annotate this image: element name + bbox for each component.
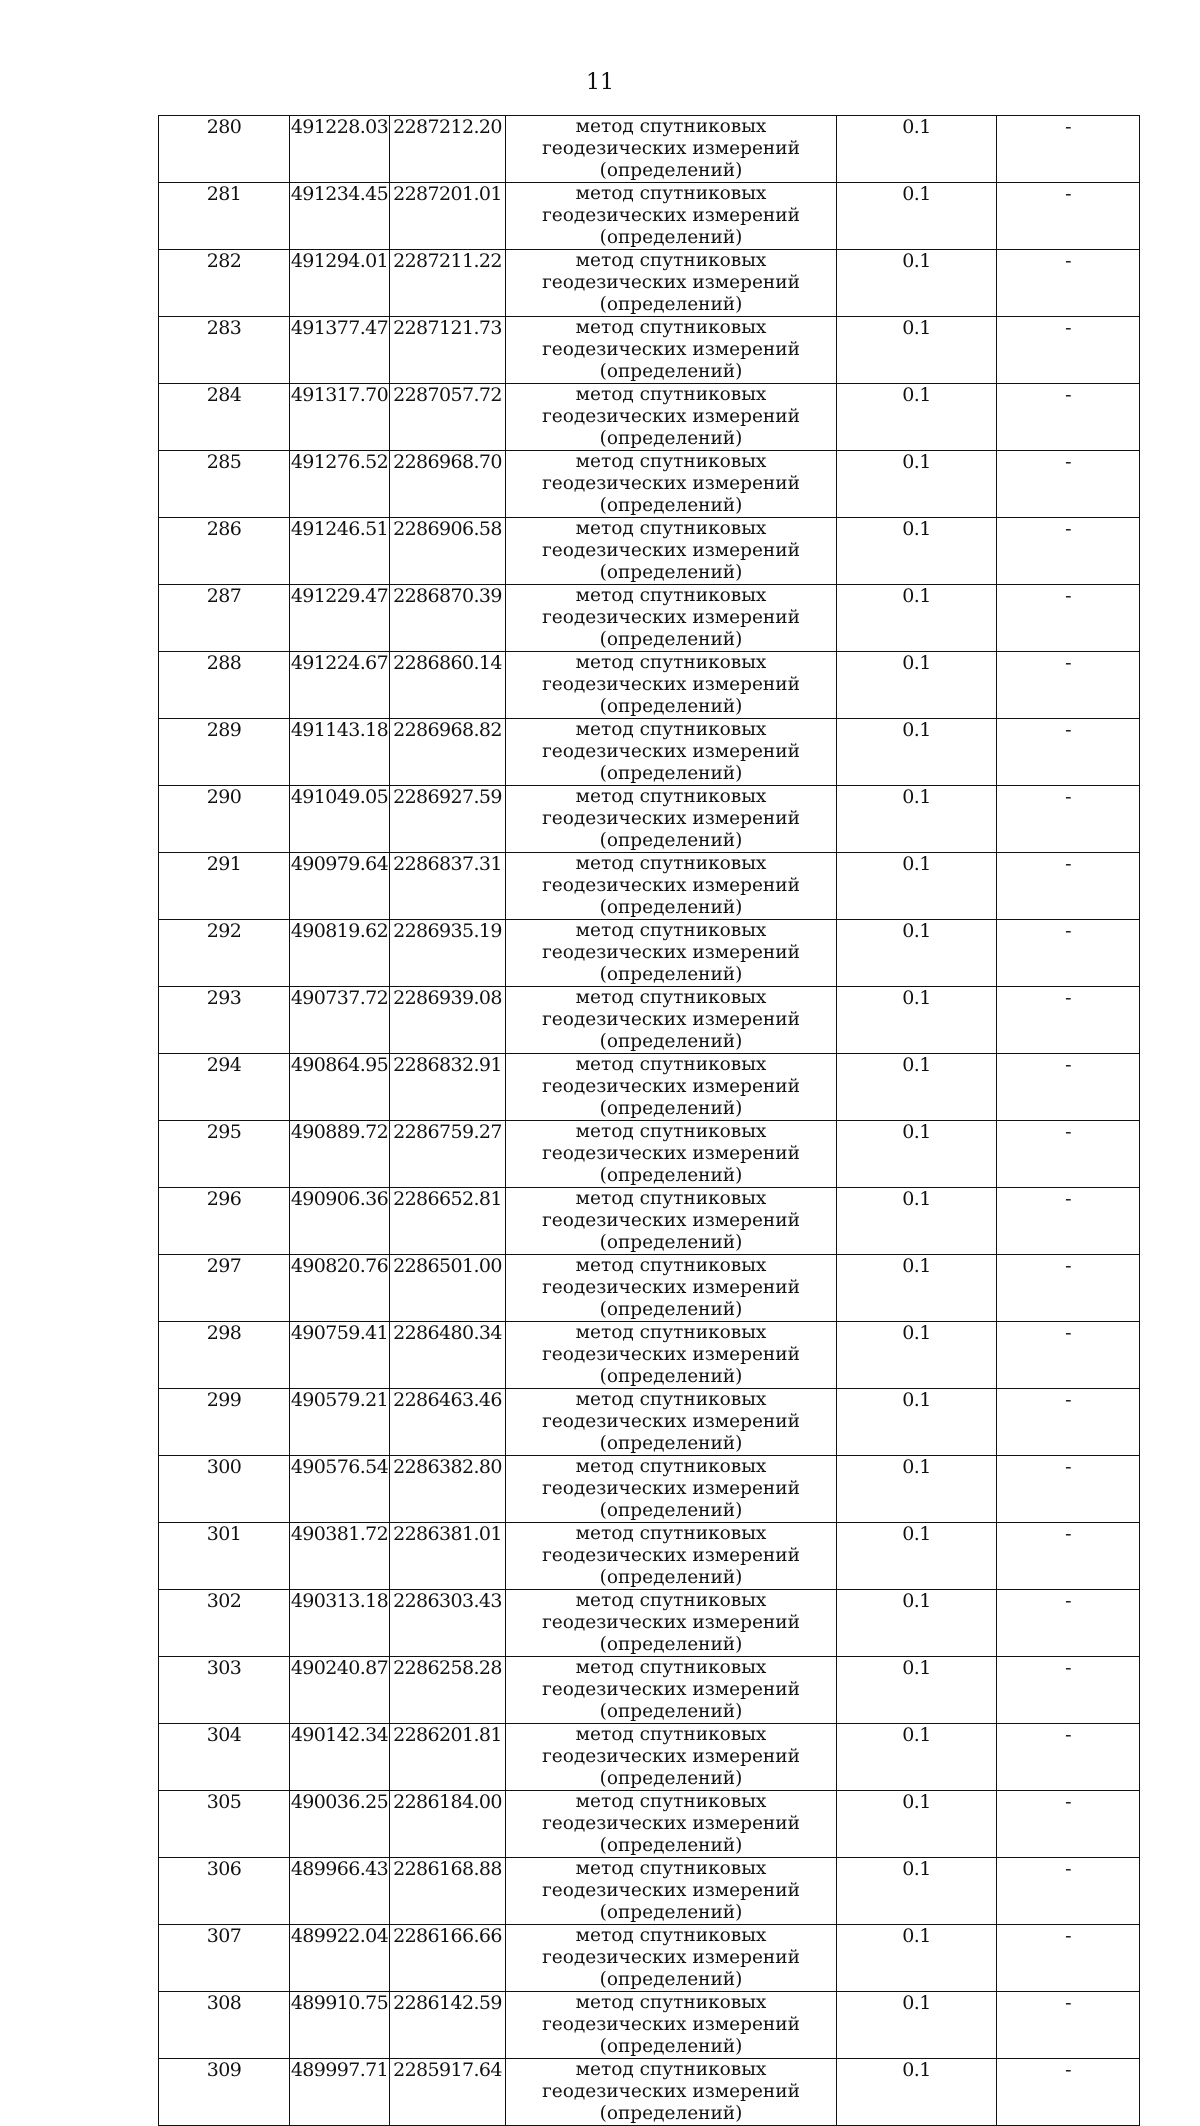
point-number-cell: 280 [159,116,290,183]
point-number-cell: 285 [159,451,290,518]
description-cell: - [997,853,1140,920]
point-number-cell: 293 [159,987,290,1054]
x-coordinate-cell: 491246.51 [290,518,390,585]
precision-cell: 0.1 [837,652,997,719]
point-number-cell: 292 [159,920,290,987]
table-row [159,1657,1140,1724]
table-row [159,451,1140,518]
point-number-cell: 307 [159,1925,290,1992]
point-number-cell: 305 [159,1791,290,1858]
x-coordinate-cell: 490864.95 [290,1054,390,1121]
point-number-cell: 294 [159,1054,290,1121]
description-cell: - [997,987,1140,1054]
table-row [159,920,1140,987]
table-row [159,1456,1140,1523]
point-number-cell: 303 [159,1657,290,1724]
description-cell: - [997,1188,1140,1255]
y-coordinate-cell: 2286258.28 [390,1657,506,1724]
method-cell: метод спутниковых геодезических измерений (определений) [506,1791,837,1858]
description-cell: - [997,1590,1140,1657]
x-coordinate-cell: 490737.72 [290,987,390,1054]
precision-cell: 0.1 [837,1724,997,1791]
precision-cell: 0.1 [837,1188,997,1255]
description-cell: - [997,317,1140,384]
y-coordinate-cell: 2285917.64 [390,2059,506,2126]
point-number-cell: 306 [159,1858,290,1925]
point-number-cell: 298 [159,1322,290,1389]
method-cell: метод спутниковых геодезических измерений (определений) [506,1456,837,1523]
description-cell: - [997,652,1140,719]
description-cell: - [997,920,1140,987]
precision-cell: 0.1 [837,1322,997,1389]
method-cell: метод спутниковых геодезических измерений (определений) [506,1523,837,1590]
x-coordinate-cell: 490142.34 [290,1724,390,1791]
method-cell: метод спутниковых геодезических измерений (определений) [506,1657,837,1724]
method-cell: метод спутниковых геодезических измерений (определений) [506,1121,837,1188]
point-number-cell: 286 [159,518,290,585]
y-coordinate-cell: 2286968.82 [390,719,506,786]
point-number-cell: 296 [159,1188,290,1255]
x-coordinate-cell: 489922.04 [290,1925,390,1992]
description-cell: - [997,250,1140,317]
description-cell: - [997,1389,1140,1456]
point-number-cell: 308 [159,1992,290,2059]
x-coordinate-cell: 490979.64 [290,853,390,920]
table-row [159,317,1140,384]
description-cell: - [997,1791,1140,1858]
point-number-cell: 281 [159,183,290,250]
x-coordinate-cell: 489910.75 [290,1992,390,2059]
precision-cell: 0.1 [837,987,997,1054]
table-row [159,384,1140,451]
coordinates-table [158,115,1140,2126]
precision-cell: 0.1 [837,853,997,920]
method-cell: метод спутниковых геодезических измерений (определений) [506,652,837,719]
point-number-cell: 309 [159,2059,290,2126]
description-cell: - [997,2059,1140,2126]
y-coordinate-cell: 2286381.01 [390,1523,506,1590]
x-coordinate-cell: 491294.01 [290,250,390,317]
point-number-cell: 289 [159,719,290,786]
point-number-cell: 284 [159,384,290,451]
x-coordinate-cell: 490759.41 [290,1322,390,1389]
table-row [159,652,1140,719]
y-coordinate-cell: 2286870.39 [390,585,506,652]
description-cell: - [997,1322,1140,1389]
x-coordinate-cell: 490240.87 [290,1657,390,1724]
description-cell: - [997,1858,1140,1925]
table-row [159,1121,1140,1188]
x-coordinate-cell: 490313.18 [290,1590,390,1657]
y-coordinate-cell: 2286184.00 [390,1791,506,1858]
x-coordinate-cell: 491229.47 [290,585,390,652]
point-number-cell: 302 [159,1590,290,1657]
description-cell: - [997,585,1140,652]
precision-cell: 0.1 [837,1389,997,1456]
y-coordinate-cell: 2286480.34 [390,1322,506,1389]
y-coordinate-cell: 2286652.81 [390,1188,506,1255]
description-cell: - [997,1992,1140,2059]
method-cell: метод спутниковых геодезических измерений (определений) [506,1054,837,1121]
description-cell: - [997,1724,1140,1791]
y-coordinate-cell: 2286463.46 [390,1389,506,1456]
method-cell: метод спутниковых геодезических измерений (определений) [506,1255,837,1322]
point-number-cell: 288 [159,652,290,719]
y-coordinate-cell: 2286832.91 [390,1054,506,1121]
table-row [159,1322,1140,1389]
description-cell: - [997,1054,1140,1121]
x-coordinate-cell: 491234.45 [290,183,390,250]
y-coordinate-cell: 2286860.14 [390,652,506,719]
method-cell: метод спутниковых геодезических измерений (определений) [506,317,837,384]
precision-cell: 0.1 [837,317,997,384]
y-coordinate-cell: 2286906.58 [390,518,506,585]
table-row [159,987,1140,1054]
y-coordinate-cell: 2287057.72 [390,384,506,451]
method-cell: метод спутниковых геодезических измерений (определений) [506,1389,837,1456]
method-cell: метод спутниковых геодезических измерений (определений) [506,1590,837,1657]
method-cell: метод спутниковых геодезических измерений (определений) [506,2059,837,2126]
method-cell: метод спутниковых геодезических измерений (определений) [506,920,837,987]
table-row [159,719,1140,786]
description-cell: - [997,384,1140,451]
table-row [159,250,1140,317]
table-row [159,116,1140,183]
point-number-cell: 290 [159,786,290,853]
y-coordinate-cell: 2286837.31 [390,853,506,920]
table-row [159,853,1140,920]
x-coordinate-cell: 491049.05 [290,786,390,853]
point-number-cell: 300 [159,1456,290,1523]
table-row [159,1925,1140,1992]
y-coordinate-cell: 2287212.20 [390,116,506,183]
method-cell: метод спутниковых геодезических измерений (определений) [506,786,837,853]
table-row [159,1389,1140,1456]
table-row [159,183,1140,250]
description-cell: - [997,1255,1140,1322]
point-number-cell: 304 [159,1724,290,1791]
x-coordinate-cell: 490906.36 [290,1188,390,1255]
description-cell: - [997,786,1140,853]
point-number-cell: 297 [159,1255,290,1322]
precision-cell: 0.1 [837,1590,997,1657]
description-cell: - [997,1121,1140,1188]
precision-cell: 0.1 [837,250,997,317]
precision-cell: 0.1 [837,384,997,451]
x-coordinate-cell: 490819.62 [290,920,390,987]
method-cell: метод спутниковых геодезических измерений (определений) [506,853,837,920]
table-row [159,786,1140,853]
description-cell: - [997,1925,1140,1992]
table-row [159,1054,1140,1121]
x-coordinate-cell: 490889.72 [290,1121,390,1188]
precision-cell: 0.1 [837,116,997,183]
table-row [159,1791,1140,1858]
precision-cell: 0.1 [837,1121,997,1188]
precision-cell: 0.1 [837,1858,997,1925]
y-coordinate-cell: 2287121.73 [390,317,506,384]
precision-cell: 0.1 [837,786,997,853]
description-cell: - [997,518,1140,585]
y-coordinate-cell: 2286201.81 [390,1724,506,1791]
y-coordinate-cell: 2286968.70 [390,451,506,518]
x-coordinate-cell: 489997.71 [290,2059,390,2126]
y-coordinate-cell: 2286759.27 [390,1121,506,1188]
table-row [159,585,1140,652]
y-coordinate-cell: 2287201.01 [390,183,506,250]
precision-cell: 0.1 [837,1054,997,1121]
x-coordinate-cell: 491377.47 [290,317,390,384]
table-row [159,1992,1140,2059]
method-cell: метод спутниковых геодезических измерений (определений) [506,719,837,786]
method-cell: метод спутниковых геодезических измерений (определений) [506,1322,837,1389]
y-coordinate-cell: 2286939.08 [390,987,506,1054]
method-cell: метод спутниковых геодезических измерений (определений) [506,250,837,317]
table-row [159,2059,1140,2126]
method-cell: метод спутниковых геодезических измерений (определений) [506,451,837,518]
method-cell: метод спутниковых геодезических измерений (определений) [506,1925,837,1992]
x-coordinate-cell: 490036.25 [290,1791,390,1858]
y-coordinate-cell: 2286927.59 [390,786,506,853]
precision-cell: 0.1 [837,1992,997,2059]
point-number-cell: 287 [159,585,290,652]
page-number: 11 [586,70,614,95]
precision-cell: 0.1 [837,1523,997,1590]
description-cell: - [997,116,1140,183]
precision-cell: 0.1 [837,1456,997,1523]
method-cell: метод спутниковых геодезических измерений (определений) [506,1724,837,1791]
y-coordinate-cell: 2286303.43 [390,1590,506,1657]
precision-cell: 0.1 [837,1791,997,1858]
description-cell: - [997,183,1140,250]
table-row [159,1590,1140,1657]
precision-cell: 0.1 [837,1925,997,1992]
point-number-cell: 301 [159,1523,290,1590]
precision-cell: 0.1 [837,585,997,652]
description-cell: - [997,1657,1140,1724]
precision-cell: 0.1 [837,2059,997,2126]
y-coordinate-cell: 2286501.00 [390,1255,506,1322]
table-row [159,1188,1140,1255]
method-cell: метод спутниковых геодезических измерений (определений) [506,987,837,1054]
method-cell: метод спутниковых геодезических измерений (определений) [506,183,837,250]
method-cell: метод спутниковых геодезических измерений (определений) [506,384,837,451]
method-cell: метод спутниковых геодезических измерений (определений) [506,1188,837,1255]
table-row [159,1255,1140,1322]
x-coordinate-cell: 489966.43 [290,1858,390,1925]
precision-cell: 0.1 [837,1255,997,1322]
x-coordinate-cell: 491228.03 [290,116,390,183]
description-cell: - [997,1456,1140,1523]
precision-cell: 0.1 [837,451,997,518]
method-cell: метод спутниковых геодезических измерений (определений) [506,518,837,585]
x-coordinate-cell: 491276.52 [290,451,390,518]
x-coordinate-cell: 491143.18 [290,719,390,786]
x-coordinate-cell: 490579.21 [290,1389,390,1456]
point-number-cell: 299 [159,1389,290,1456]
y-coordinate-cell: 2286935.19 [390,920,506,987]
coordinates-table-body [159,116,1140,2126]
x-coordinate-cell: 490576.54 [290,1456,390,1523]
point-number-cell: 295 [159,1121,290,1188]
table-row [159,1724,1140,1791]
y-coordinate-cell: 2286382.80 [390,1456,506,1523]
description-cell: - [997,719,1140,786]
table-row [159,1858,1140,1925]
description-cell: - [997,1523,1140,1590]
method-cell: метод спутниковых геодезических измерений (определений) [506,1858,837,1925]
precision-cell: 0.1 [837,1657,997,1724]
point-number-cell: 282 [159,250,290,317]
precision-cell: 0.1 [837,719,997,786]
x-coordinate-cell: 490381.72 [290,1523,390,1590]
x-coordinate-cell: 491224.67 [290,652,390,719]
point-number-cell: 283 [159,317,290,384]
point-number-cell: 291 [159,853,290,920]
method-cell: метод спутниковых геодезических измерений (определений) [506,585,837,652]
method-cell: метод спутниковых геодезических измерений (определений) [506,116,837,183]
y-coordinate-cell: 2286166.66 [390,1925,506,1992]
y-coordinate-cell: 2287211.22 [390,250,506,317]
precision-cell: 0.1 [837,518,997,585]
description-cell: - [997,451,1140,518]
precision-cell: 0.1 [837,920,997,987]
table-row [159,1523,1140,1590]
y-coordinate-cell: 2286168.88 [390,1858,506,1925]
x-coordinate-cell: 490820.76 [290,1255,390,1322]
table-row [159,518,1140,585]
x-coordinate-cell: 491317.70 [290,384,390,451]
precision-cell: 0.1 [837,183,997,250]
method-cell: метод спутниковых геодезических измерений (определений) [506,1992,837,2059]
y-coordinate-cell: 2286142.59 [390,1992,506,2059]
